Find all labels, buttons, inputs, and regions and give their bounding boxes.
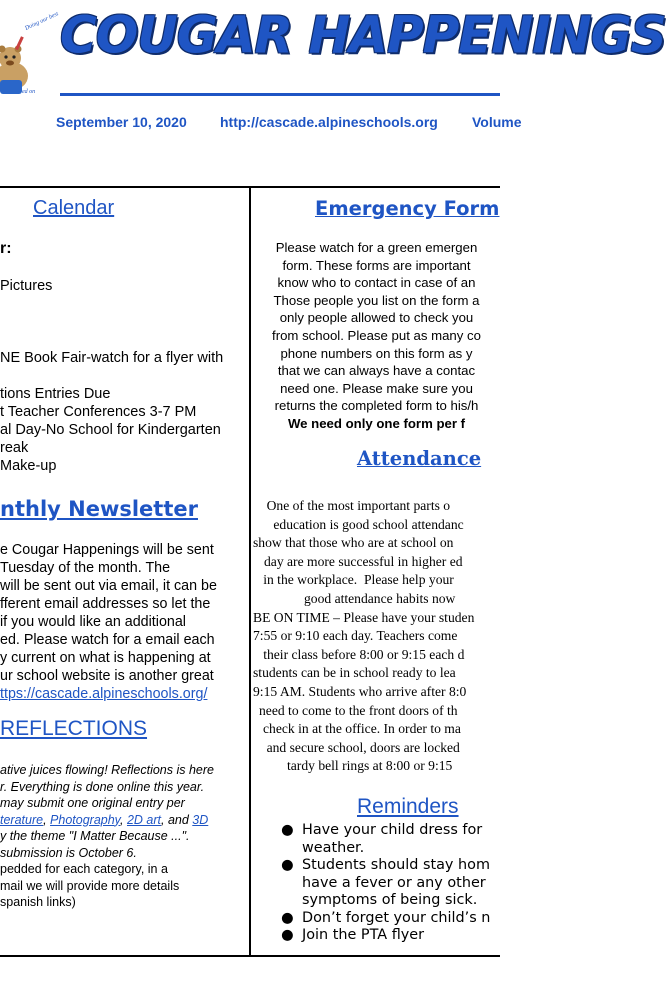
attendance-line: One of the most important parts o <box>253 498 451 513</box>
literature-link[interactable]: terature <box>0 812 44 827</box>
bullet-icon: ● <box>281 822 294 838</box>
calendar-item <box>0 295 249 313</box>
calendar-item: Pictures <box>0 278 53 294</box>
attendance-line: tardy bell rings at 8:00 or 9:15 <box>253 758 453 774</box>
cougar-mascot-logo <box>0 11 60 102</box>
emergency-line: know who to contact in case of an <box>277 275 476 291</box>
emergency-line: Those people you list on the form a <box>273 292 480 308</box>
calendar-item <box>0 313 249 331</box>
column-divider <box>249 187 251 955</box>
reflections-line: y the theme "I Matter Because ...". <box>0 829 190 843</box>
newsletter-line: fferent email addresses so let the <box>0 596 211 612</box>
attendance-line: good attendance habits now <box>253 590 456 606</box>
2d-art-link[interactable]: 2D art <box>126 812 162 827</box>
emergency-note: We need only one form per f <box>287 415 466 431</box>
calendar-subheading: r: <box>0 240 12 257</box>
school-website-link[interactable]: ttps://cascade.alpineschools.org/ <box>0 686 208 702</box>
newsletter-heading: nthly Newsletter <box>0 497 198 521</box>
issue-date: September 10, 2020 <box>56 114 187 130</box>
reflections-line: mail we will provide more details <box>0 878 180 893</box>
bullet-icon: ● <box>281 909 294 926</box>
attendance-line: students can be in school ready to lea <box>253 665 456 681</box>
reflections-line: spanish links) <box>0 895 76 909</box>
attendance-line: day are more successful in higher ed <box>264 553 463 569</box>
newsletter-line: ed. Please watch for a email each <box>0 632 215 648</box>
title-underline <box>60 93 500 96</box>
reflections-categories: terature, Photography, 2D art, and 3D <box>0 812 209 827</box>
newsletter-title: COUGAR HAPPENINGS <box>60 5 666 65</box>
3d-link[interactable]: 3D <box>192 812 209 827</box>
logo-motto: Doing our best <box>24 11 60 32</box>
emergency-line: only people allowed to check you <box>279 310 474 326</box>
newsletter-line: will be sent out via email, it can be <box>0 578 217 594</box>
reminder-item: ● Join the PTA flyer <box>281 927 425 943</box>
attendance-line: show that those who are at school on <box>253 535 454 551</box>
cougar-mascot-icon <box>0 36 28 94</box>
emergency-line: form. These forms are important <box>282 257 471 273</box>
newsletter-line: y current on what is happening at <box>0 650 211 666</box>
newsletter-text <box>0 541 249 703</box>
calendar-item: al Day-No School for Kindergarten <box>0 422 221 438</box>
reminders-list <box>278 822 500 945</box>
attendance-line: education is good school attendanc <box>253 516 464 532</box>
emergency-form-heading: Emergency Form <box>315 197 500 220</box>
attendance-line: need to come to the front doors of th <box>259 702 458 718</box>
calendar-item: reak <box>0 440 29 456</box>
emergency-line: need one. Please make sure you <box>280 380 473 396</box>
calendar-heading: Calendar <box>33 197 115 219</box>
reflections-heading: REFLECTIONS <box>0 717 148 740</box>
emergency-line: phone numbers on this form as y <box>280 345 473 361</box>
logo-subtext: ed on <box>22 89 36 95</box>
reminder-item: ● Don’t forget your child’s n <box>281 909 491 926</box>
attendance-text <box>253 497 500 776</box>
attendance-line: their class before 8:00 or 9:15 each d <box>253 646 465 662</box>
emergency-line: Please watch for a green emergen <box>275 240 478 255</box>
attendance-line: check in at the office. In order to ma <box>263 721 461 737</box>
newsletter-line: if you would like an additional <box>0 614 186 630</box>
newsletter-line: e Cougar Happenings will be sent <box>0 542 214 558</box>
emergency-line: that we can always have a contac <box>277 363 476 379</box>
newsletter-line: ur school website is another great <box>0 668 214 684</box>
newsletter-line: Tuesday of the month. The <box>0 560 171 576</box>
calendar-list <box>0 277 249 475</box>
school-website[interactable]: http://cascade.alpineschools.org <box>220 114 438 130</box>
attendance-line: 9:15 AM. Students who arrive after 8:0 <box>253 683 467 699</box>
reminders-heading: Reminders <box>357 795 459 818</box>
calendar-item <box>0 367 249 385</box>
emergency-form-text <box>253 239 500 433</box>
calendar-item: tions Entries Due <box>0 386 111 402</box>
reminder-item: ● Have your child dress for weather. <box>281 822 483 856</box>
reflections-line: pedded for each category, in a <box>0 862 168 876</box>
calendar-item: Make-up <box>0 458 57 474</box>
attendance-line: and secure school, doors are locked <box>253 739 460 755</box>
calendar-item: NE Book Fair-watch for a flyer with <box>0 350 224 366</box>
photography-link[interactable]: Photography <box>50 812 121 827</box>
attendance-line: 7:55 or 9:10 each day. Teachers come <box>253 628 458 644</box>
reflections-line: r. Everything is done online this year. <box>0 779 205 794</box>
volume-label: Volume <box>472 114 522 130</box>
attendance-heading: Attendance <box>357 447 482 470</box>
emergency-line: returns the completed form to his/h <box>274 398 479 414</box>
reflections-line: may submit one original entry per <box>0 796 185 810</box>
reflections-line: submission is October 6. <box>0 845 137 860</box>
reflections-line: ative juices flowing! Reflections is here <box>0 763 214 777</box>
bottom-divider <box>0 955 500 957</box>
bullet-icon: ● <box>281 857 294 873</box>
calendar-item: t Teacher Conferences 3-7 PM <box>0 404 197 420</box>
attendance-line: BE ON TIME – Please have your studen <box>253 609 475 625</box>
bullet-icon: ● <box>281 927 294 943</box>
emergency-line: from school. Please put as many co <box>272 327 481 343</box>
attendance-line: in the workplace. Please help your <box>253 572 454 588</box>
reflections-text <box>0 762 249 911</box>
reminder-item: ● Students should stay hom have a fever or any other symptoms of being sick. <box>281 857 490 908</box>
calendar-item <box>0 331 249 349</box>
